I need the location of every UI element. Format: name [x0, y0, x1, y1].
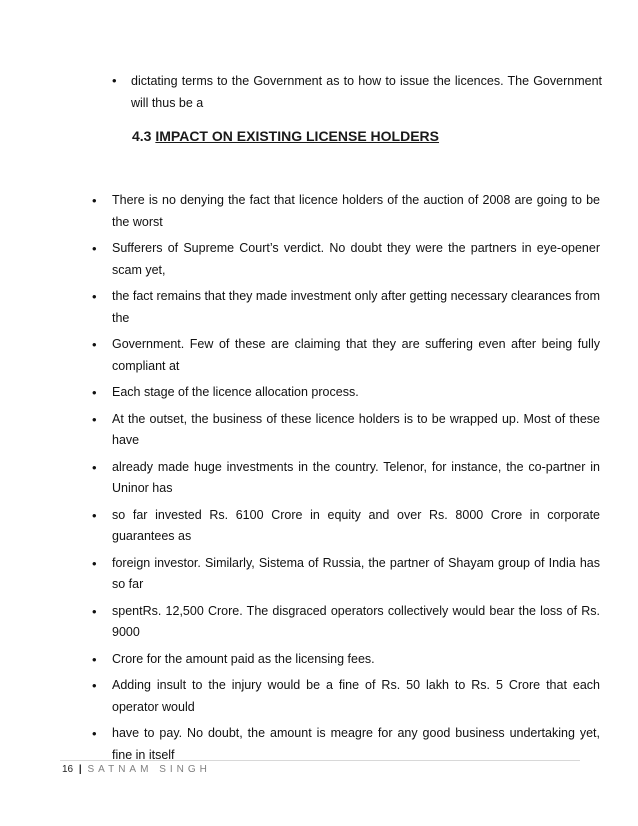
- bullet-item: • At the outset, the business of these licence holders is to be wrapped up. Most of these have: [92, 409, 600, 452]
- intro-bullet-item: • dictating terms to the Government as to how to issue the licences. The Government will thus be a: [112, 70, 602, 114]
- bullet-item: • Sufferers of Supreme Court’s verdict. No doubt they were the partners in eye-opener scam yet,: [92, 238, 600, 281]
- bullet-item: • the fact remains that they made investment only after getting necessary clearances from the: [92, 286, 600, 329]
- bullet-item: • Adding insult to the injury would be a fine of Rs. 50 lakh to Rs. 5 Crore that each operator would: [92, 675, 600, 718]
- bullet-item: • foreign investor. Similarly, Sistema of Russia, the partner of Shayam group of India has so far: [92, 553, 600, 596]
- bullet-item: • have to pay. No doubt, the amount is meagre for any good business undertaking yet, fine in itself: [92, 723, 600, 766]
- bullet-item: • already made huge investments in the country. Telenor, for instance, the co-partner in Uninor has: [92, 457, 600, 500]
- intro-bullet-list: [112, 70, 602, 114]
- footer-divider: [60, 760, 580, 761]
- bullet-item: • There is no denying the fact that licence holders of the auction of 2008 are going to be the worst: [92, 190, 600, 233]
- bullet-item: • spentRs. 12,500 Crore. The disgraced operators collectively would bear the loss of Rs. 9000: [92, 601, 600, 644]
- page-number: 16: [62, 764, 74, 775]
- page-footer: [62, 764, 211, 775]
- footer-separator: |: [78, 764, 82, 775]
- section-title: IMPACT ON EXISTING LICENSE HOLDERS: [155, 128, 440, 144]
- section-heading: [132, 128, 439, 144]
- section-number: 4.3: [132, 128, 152, 144]
- footer-author: SATNAM SINGH: [87, 764, 211, 775]
- bullet-item: • Each stage of the licence allocation process.: [92, 382, 600, 404]
- bullet-item: • Crore for the amount paid as the licensing fees.: [92, 649, 600, 671]
- bullet-item: • Government. Few of these are claiming that they are suffering even after being fully compliant at: [92, 334, 600, 377]
- bullet-item: • so far invested Rs. 6100 Crore in equity and over Rs. 8000 Crore in corporate guarantees as: [92, 505, 600, 548]
- impact-bullet-list: [92, 190, 600, 771]
